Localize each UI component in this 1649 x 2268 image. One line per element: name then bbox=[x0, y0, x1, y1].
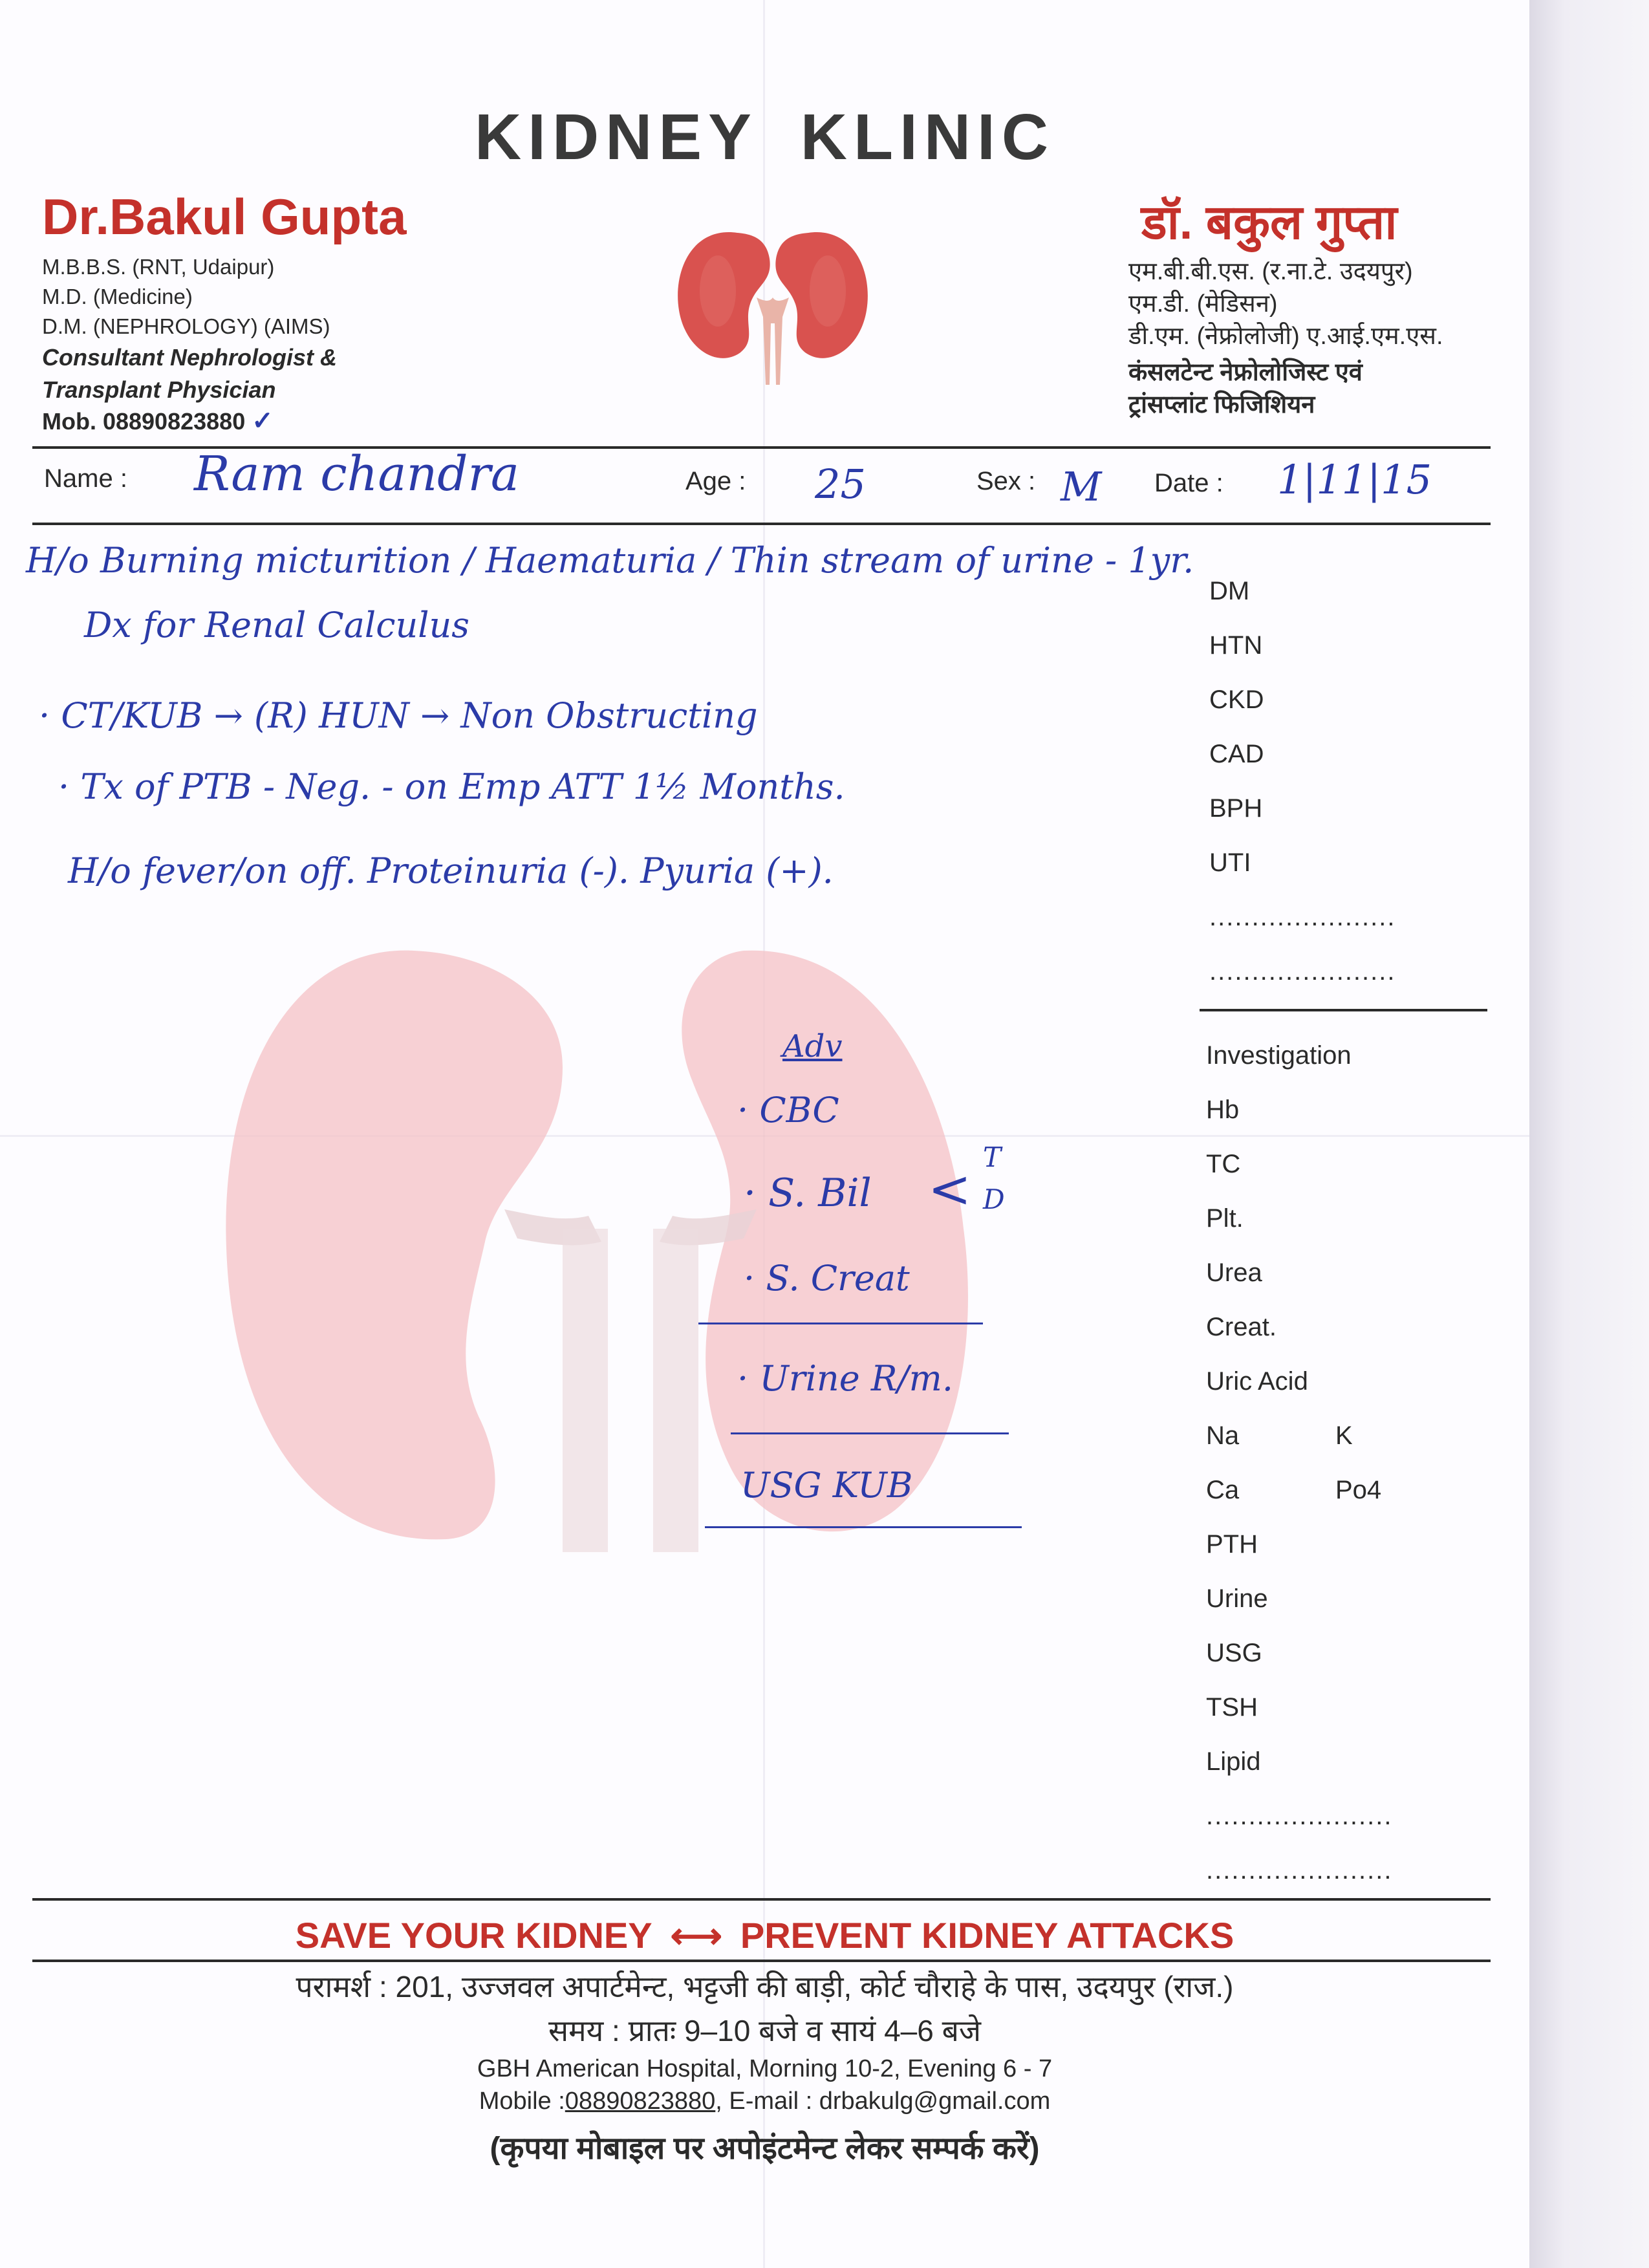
investigation-blank: ...................... bbox=[1206, 1856, 1393, 1885]
clinic-title: KIDNEY KLINIC bbox=[474, 101, 1055, 173]
visit-date-value: 1|11|15 bbox=[1277, 456, 1432, 503]
doctor-qualifications-hindi bbox=[1128, 255, 1443, 421]
clinic-address-hindi: परामर्श : 201, उज्जवल अपार्टमेन्ट, भट्टजी की बाड़ी, कोर्ट चौराहे के पास, उदयपुर (राज.) bbox=[296, 1970, 1234, 2003]
clinical-note-line: · CT/KUB → (R) HUN → Non Obstructing bbox=[39, 695, 758, 736]
investigation-item: Urea bbox=[1206, 1258, 1262, 1287]
doctor-qualifications-english bbox=[42, 252, 337, 437]
patient-sex-value: M bbox=[1061, 463, 1102, 510]
hospital-timing: GBH American Hospital, Morning 10-2, Evening 6 - 7 bbox=[477, 2055, 1053, 2082]
advice-branch-top: T bbox=[983, 1141, 1002, 1173]
qualification-line: D.M. (NEPHROLOGY) (AIMS) bbox=[42, 314, 330, 338]
patient-name-value: Ram chandra bbox=[194, 446, 519, 502]
investigation-item: Po4 bbox=[1335, 1476, 1382, 1504]
footer-top-divider bbox=[32, 1898, 1491, 1901]
scan-edge bbox=[1529, 0, 1649, 2268]
sex-label: Sex : bbox=[976, 467, 1036, 495]
investigation-item: TSH bbox=[1206, 1693, 1258, 1722]
name-label: Name : bbox=[44, 464, 127, 493]
investigation-list bbox=[1206, 1028, 1393, 1897]
qualification-line-hindi: डी.एम. (नेफ्रोलोजी) ए.आई.एम.एस. bbox=[1128, 323, 1443, 350]
checklist-divider bbox=[1200, 1009, 1487, 1011]
patient-age-value: 25 bbox=[815, 460, 866, 508]
clinical-note-line: H/o fever/on off. Proteinuria (-). Pyuria (+). bbox=[68, 850, 834, 891]
clinical-note-line: · Tx of PTB - Neg. - on Emp ATT 1½ Months. bbox=[58, 766, 845, 807]
investigation-item: Na bbox=[1206, 1421, 1240, 1450]
check-tick-icon: ✓ bbox=[252, 407, 274, 435]
kidney-icon bbox=[666, 220, 879, 385]
checklist-item: BPH bbox=[1209, 794, 1263, 823]
advice-underline bbox=[705, 1526, 1022, 1528]
investigation-item: Ca bbox=[1206, 1476, 1240, 1504]
investigation-item: Hb bbox=[1206, 1096, 1240, 1124]
clinical-note-line: H/o Burning micturition / Haematuria / Thin stream of urine - 1yr. bbox=[26, 540, 1194, 581]
investigation-item: Creat. bbox=[1206, 1313, 1277, 1341]
contact-line bbox=[0, 2088, 1529, 2115]
slogan-left: SAVE YOUR KIDNEY bbox=[295, 1915, 652, 1956]
role-line-hindi: ट्रांसप्लांट फिजिशियन bbox=[1128, 391, 1315, 418]
appointment-note-hindi: (कृपया मोबाइल पर अपोइंटमेन्ट लेकर सम्पर्क करें) bbox=[490, 2132, 1040, 2166]
qualification-line: M.B.B.S. (RNT, Udaipur) bbox=[42, 255, 275, 279]
qualification-line-hindi: एम.बी.बी.एस. (र.ना.टे. उदयपुर) bbox=[1128, 258, 1413, 285]
role-line: Transplant Physician bbox=[42, 376, 276, 403]
investigation-blank: ...................... bbox=[1206, 1802, 1393, 1830]
investigation-item: TC bbox=[1206, 1150, 1241, 1178]
doctor-mobile-text: Mob. 08890823880 bbox=[42, 408, 246, 435]
clinic-timing-hindi: समय : प्रातः 9–10 बजे व सायं 4–6 बजे bbox=[548, 2014, 982, 2047]
investigation-item: Uric Acid bbox=[1206, 1367, 1308, 1396]
mobile-label: Mobile : bbox=[479, 2088, 565, 2115]
double-arrow-icon: ⟷ bbox=[670, 1915, 722, 1956]
clinical-note-line: Dx for Renal Calculus bbox=[84, 605, 469, 645]
advice-underline bbox=[698, 1323, 983, 1324]
advice-branch-bottom: D bbox=[983, 1183, 1005, 1215]
age-label: Age : bbox=[685, 467, 746, 495]
advice-item: · CBC bbox=[737, 1090, 839, 1130]
comorbidity-checklist bbox=[1209, 564, 1396, 999]
slogan-right: PREVENT KIDNEY ATTACKS bbox=[740, 1915, 1234, 1956]
investigation-pair bbox=[1206, 1409, 1393, 1463]
qualification-line: M.D. (Medicine) bbox=[42, 285, 193, 308]
patient-info-divider bbox=[32, 523, 1491, 525]
advice-item: USG KUB bbox=[740, 1465, 913, 1506]
investigation-item: K bbox=[1335, 1421, 1353, 1450]
checklist-blank: ...................... bbox=[1209, 957, 1396, 986]
checklist-item: DM bbox=[1209, 577, 1250, 605]
investigation-item: USG bbox=[1206, 1639, 1262, 1667]
qualification-line-hindi: एम.डी. (मेडिसन) bbox=[1128, 290, 1278, 318]
investigation-heading: Investigation bbox=[1206, 1041, 1352, 1070]
doctor-name-english: Dr.Bakul Gupta bbox=[42, 188, 407, 245]
investigation-item: Lipid bbox=[1206, 1747, 1261, 1776]
checklist-item: CKD bbox=[1209, 686, 1264, 714]
investigation-pair bbox=[1206, 1463, 1393, 1517]
investigation-item: Plt. bbox=[1206, 1204, 1244, 1233]
date-label: Date : bbox=[1154, 469, 1223, 497]
footer-bottom-divider bbox=[32, 1960, 1491, 1962]
role-line: Consultant Nephrologist & bbox=[42, 344, 337, 371]
advice-item: · S. Creat bbox=[744, 1258, 910, 1299]
investigation-item: Urine bbox=[1206, 1584, 1268, 1613]
checklist-item: HTN bbox=[1209, 631, 1263, 660]
advice-item: · S. Bil bbox=[744, 1171, 872, 1216]
checklist-item: UTI bbox=[1209, 848, 1251, 877]
email-text: , E-mail : drbakulg@gmail.com bbox=[715, 2088, 1051, 2115]
advice-heading: Adv bbox=[782, 1028, 843, 1064]
slogan bbox=[0, 1914, 1529, 1957]
investigation-item: PTH bbox=[1206, 1530, 1258, 1559]
doctor-mobile bbox=[42, 406, 337, 437]
checklist-blank: ...................... bbox=[1209, 903, 1396, 931]
advice-underline bbox=[731, 1432, 1009, 1434]
advice-branch-bracket: < bbox=[928, 1159, 972, 1219]
checklist-item: CAD bbox=[1209, 740, 1264, 768]
role-line-hindi: कंसलटेन्ट नेफ्रोलोजिस्ट एवं bbox=[1128, 359, 1363, 386]
kidney-illustration bbox=[200, 938, 1067, 1552]
mobile-number: 08890823880 bbox=[565, 2088, 716, 2115]
advice-item: · Urine R/m. bbox=[737, 1358, 954, 1399]
doctor-name-hindi: डॉ. बकुल गुप्ता bbox=[1141, 195, 1397, 249]
